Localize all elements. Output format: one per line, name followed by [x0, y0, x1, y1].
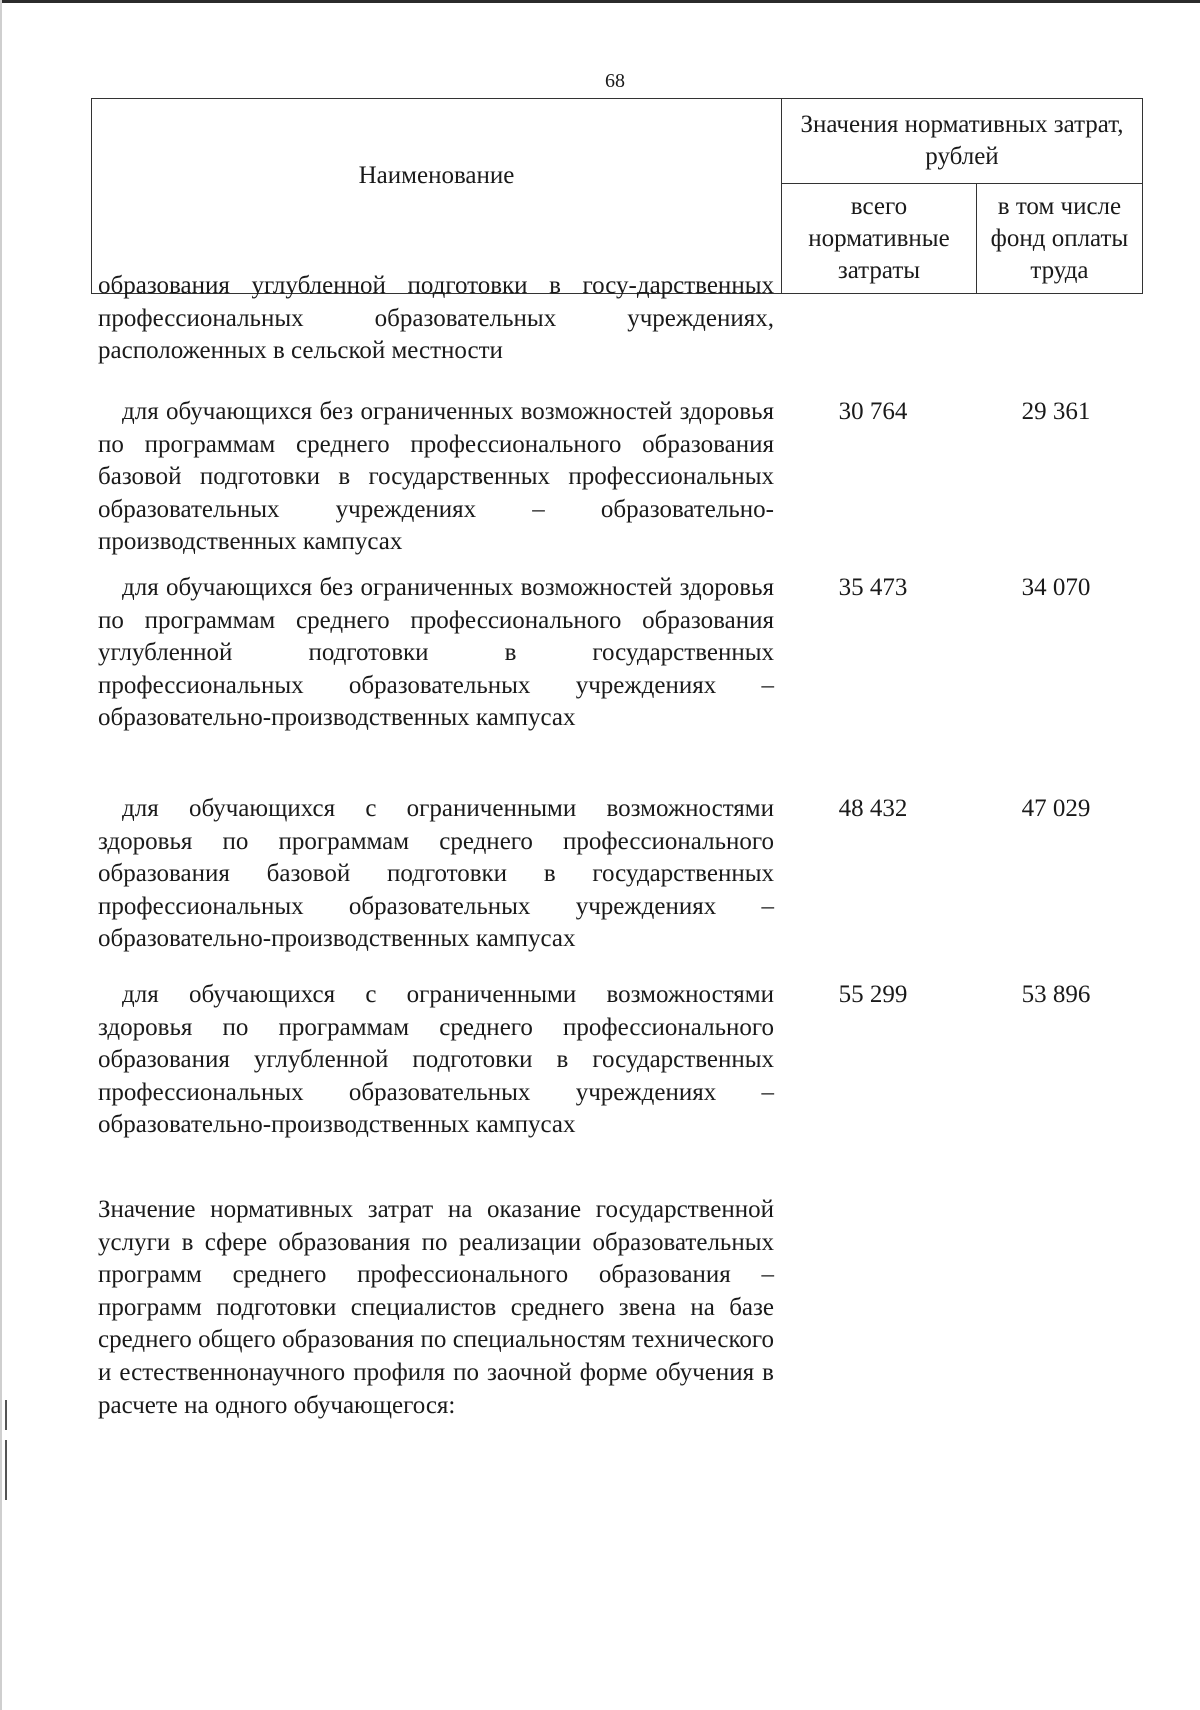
- column-header-fund: в том числе фонд оплаты труда: [976, 184, 1142, 294]
- table-header: [91, 98, 1143, 294]
- column-group-header-values: Значения нормативных затрат, рублей: [782, 99, 1143, 184]
- row-total-value: 48 432: [838, 795, 908, 822]
- row-description: для обучающихся без ограниченных возможностей здоровья по программам среднего профессионального образования базовой подготовки в государственных профессиональных образовательных учреждениях – образовательно-производственных кампусах: [98, 398, 774, 556]
- row-total-value: 30 764: [838, 398, 908, 425]
- row-fund-value: 34 070: [1021, 574, 1091, 601]
- row-fund-value: 29 361: [1021, 398, 1091, 425]
- row-description: для обучающихся с ограниченными возможностями здоровья по программам среднего профессионального образования базовой подготовки в государственных профессиональных образовательных учреждениях – образовательно-производственных кампусах: [98, 795, 774, 953]
- column-header-total: всего нормативные затраты: [782, 184, 977, 294]
- continuation-text: образования углубленной подготовки в госу-дарственных профессиональных образовательных учреждениях, расположенных в сельской местности: [98, 272, 774, 365]
- row-fund-value: 47 029: [1021, 795, 1091, 822]
- scan-mark: [5, 1440, 7, 1500]
- section-heading: Значение нормативных затрат на оказание государственной услуги в сфере образования по реализации образовательных программ среднего профессионального образования – программ подготовки специалистов среднего звена на базе среднего общего образования по специальностям технического и естественнонаучного профиля по заочной форме обучения в расчете на одного обучающегося:: [98, 1196, 774, 1419]
- scan-edge-top: [0, 0, 1200, 3]
- row-total-value: 55 299: [838, 981, 908, 1008]
- row-fund-value: 53 896: [1021, 981, 1091, 1008]
- column-header-name: Наименование: [92, 99, 782, 294]
- scan-mark: [5, 1400, 7, 1430]
- scan-edge-left: [0, 0, 2, 1710]
- row-total-value: 35 473: [838, 574, 908, 601]
- page-number: 68: [605, 70, 625, 92]
- row-description: для обучающихся без ограниченных возможностей здоровья по программам среднего профессионального образования углубленной подготовки в государственных профессиональных образовательных учреждениях – образовательно-производственных кампусах: [98, 574, 774, 732]
- row-description: для обучающихся с ограниченными возможностями здоровья по программам среднего профессионального образования углубленной подготовки в государственных профессиональных образовательных учреждениях – образовательно-производственных кампусах: [98, 981, 774, 1139]
